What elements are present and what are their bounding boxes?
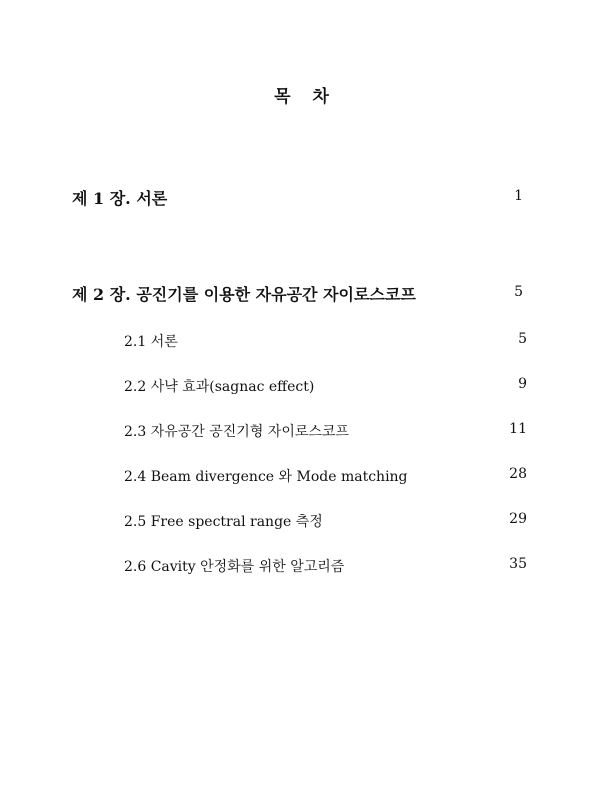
- toc-section-2-4[interactable]: [0, 466, 611, 490]
- toc-title: 목 차: [274, 87, 337, 107]
- section-page-number: 9: [518, 376, 527, 392]
- chapter-label: 제 1 장. 서론: [72, 189, 168, 208]
- section-label: 2.2 사냑 효과(sagnac effect): [124, 379, 315, 395]
- section-label: 2.5 Free spectral range 측정: [124, 514, 323, 530]
- toc-section-2-5[interactable]: [0, 511, 611, 535]
- section-label: 2.4 Beam divergence 와 Mode matching: [124, 469, 408, 485]
- toc-section-2-2[interactable]: [0, 376, 611, 400]
- toc-chapter-2[interactable]: [0, 282, 611, 306]
- section-label: 2.1 서론: [124, 334, 178, 350]
- toc-chapter-1[interactable]: [0, 186, 611, 210]
- toc-section-2-1[interactable]: [0, 331, 611, 355]
- chapter-page-number: 1: [514, 188, 523, 204]
- section-page-number: 11: [509, 421, 527, 437]
- section-page-number: 29: [509, 511, 527, 527]
- section-label: 2.3 자유공간 공진기형 자이로스코프: [124, 424, 349, 440]
- chapter-page-number: 5: [514, 284, 523, 300]
- toc-section-2-6[interactable]: [0, 556, 611, 580]
- section-page-number: 28: [509, 466, 527, 482]
- section-page-number: 35: [509, 556, 527, 572]
- section-label: 2.6 Cavity 안정화를 위한 알고리즘: [124, 559, 345, 575]
- section-page-number: 5: [518, 331, 527, 347]
- chapter-label: 제 2 장. 공진기를 이용한 자유공간 자이로스코프: [72, 285, 416, 304]
- toc-section-2-3[interactable]: [0, 421, 611, 445]
